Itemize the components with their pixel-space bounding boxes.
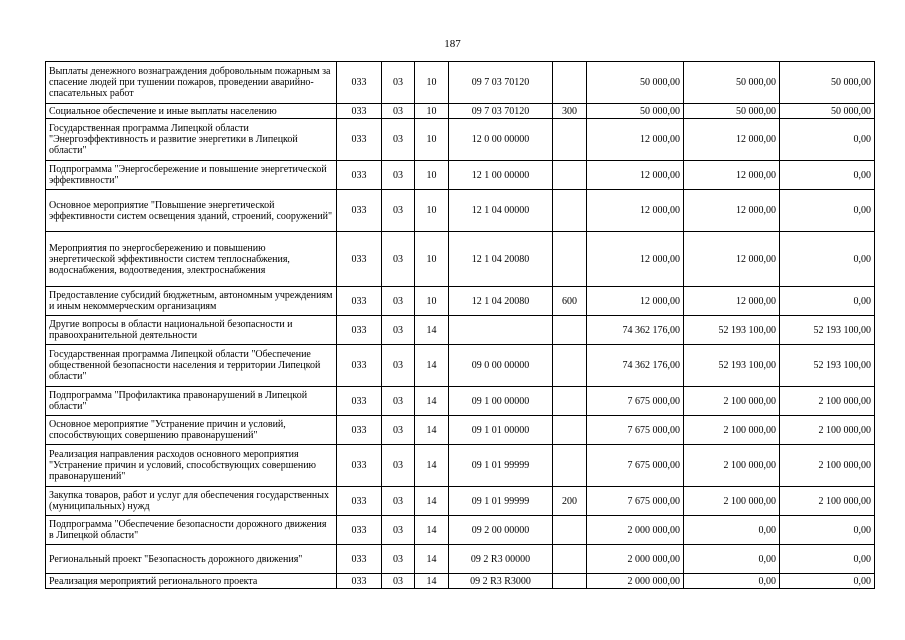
table-row [46,190,875,232]
amount-year-2: 50 000,00 [684,104,780,119]
ved-code: 033 [337,416,382,445]
section-code: 03 [382,316,415,345]
section-code: 03 [382,545,415,574]
target-article-code: 09 1 01 00000 [449,416,553,445]
ved-code: 033 [337,119,382,161]
row-name: Подпрограмма "Энергосбережение и повышение энергетической эффективности" [46,161,337,190]
ved-code: 033 [337,516,382,545]
table-row [46,487,875,516]
expense-type-code: 300 [553,104,587,119]
target-article-code [449,316,553,345]
section-code: 03 [382,516,415,545]
table-row [46,119,875,161]
target-article-code: 12 1 04 20080 [449,287,553,316]
target-article-code: 09 7 03 70120 [449,62,553,104]
target-article-code: 09 1 00 00000 [449,387,553,416]
target-article-code: 09 1 01 99999 [449,487,553,516]
expense-type-code [553,416,587,445]
amount-year-3: 2 100 000,00 [780,487,875,516]
ved-code: 033 [337,161,382,190]
section-code: 03 [382,416,415,445]
expense-type-code [553,190,587,232]
table-row [46,287,875,316]
amount-year-1: 50 000,00 [587,104,684,119]
expense-type-code [553,445,587,487]
expense-type-code [553,62,587,104]
amount-year-3: 0,00 [780,545,875,574]
amount-year-2: 12 000,00 [684,190,780,232]
amount-year-3: 52 193 100,00 [780,345,875,387]
ved-code: 033 [337,545,382,574]
table-row [46,416,875,445]
ved-code: 033 [337,345,382,387]
subsection-code: 14 [415,545,449,574]
amount-year-3: 0,00 [780,119,875,161]
row-name: Социальное обеспечение и иные выплаты населению [46,104,337,119]
subsection-code: 10 [415,62,449,104]
amount-year-1: 12 000,00 [587,287,684,316]
target-article-code: 09 1 01 99999 [449,445,553,487]
row-name: Мероприятия по энергосбережению и повышению энергетической эффективности систем теплоснабжения, водоснабжения, водоотведения, электроснабжения [46,232,337,287]
table-row [46,232,875,287]
amount-year-1: 12 000,00 [587,232,684,287]
section-code: 03 [382,387,415,416]
subsection-code: 14 [415,387,449,416]
row-name: Подпрограмма "Обеспечение безопасности дорожного движения в Липецкой области" [46,516,337,545]
amount-year-2: 52 193 100,00 [684,316,780,345]
target-article-code: 12 1 04 00000 [449,190,553,232]
row-name: Реализация мероприятий регионального проекта [46,574,337,589]
expense-type-code [553,545,587,574]
row-name: Выплаты денежного вознаграждения добровольным пожарным за спасение людей при тушении пожаров, проведении аварийно-спасательных работ [46,62,337,104]
amount-year-1: 7 675 000,00 [587,387,684,416]
section-code: 03 [382,345,415,387]
ved-code: 033 [337,62,382,104]
row-name: Региональный проект "Безопасность дорожного движения" [46,545,337,574]
amount-year-2: 12 000,00 [684,119,780,161]
ved-code: 033 [337,287,382,316]
amount-year-1: 7 675 000,00 [587,487,684,516]
section-code: 03 [382,161,415,190]
row-name: Основное мероприятие "Повышение энергетической эффективности систем освещения зданий, строений, сооружений" [46,190,337,232]
amount-year-1: 12 000,00 [587,119,684,161]
section-code: 03 [382,287,415,316]
amount-year-3: 2 100 000,00 [780,387,875,416]
section-code: 03 [382,574,415,589]
section-code: 03 [382,445,415,487]
subsection-code: 14 [415,345,449,387]
section-code: 03 [382,104,415,119]
amount-year-2: 12 000,00 [684,287,780,316]
page-number: 187 [444,38,461,50]
amount-year-3: 0,00 [780,161,875,190]
row-name: Основное мероприятие "Устранение причин и условий, способствующих совершению правонарушений" [46,416,337,445]
table-row [46,104,875,119]
amount-year-3: 50 000,00 [780,104,875,119]
table-row [46,545,875,574]
target-article-code: 09 2 R3 00000 [449,545,553,574]
amount-year-2: 2 100 000,00 [684,445,780,487]
ved-code: 033 [337,387,382,416]
amount-year-2: 0,00 [684,545,780,574]
expense-type-code [553,161,587,190]
amount-year-3: 50 000,00 [780,62,875,104]
subsection-code: 10 [415,161,449,190]
row-name: Подпрограмма "Профилактика правонарушений в Липецкой области" [46,387,337,416]
expense-type-code [553,516,587,545]
amount-year-2: 52 193 100,00 [684,345,780,387]
row-name: Реализация направления расходов основного мероприятия "Устранение причин и условий, способствующих совершению правонарушений" [46,445,337,487]
subsection-code: 10 [415,119,449,161]
target-article-code: 09 7 03 70120 [449,104,553,119]
amount-year-3: 0,00 [780,574,875,589]
amount-year-2: 12 000,00 [684,232,780,287]
table-row [46,345,875,387]
amount-year-2: 0,00 [684,516,780,545]
amount-year-2: 12 000,00 [684,161,780,190]
subsection-code: 14 [415,316,449,345]
table-row [46,62,875,104]
row-name: Другие вопросы в области национальной безопасности и правоохранительной деятельности [46,316,337,345]
amount-year-1: 50 000,00 [587,62,684,104]
subsection-code: 10 [415,287,449,316]
table-row [46,574,875,589]
row-name: Государственная программа Липецкой области "Обеспечение общественной безопасности населения и территории Липецкой области" [46,345,337,387]
target-article-code: 09 0 00 00000 [449,345,553,387]
expense-type-code: 600 [553,287,587,316]
subsection-code: 10 [415,190,449,232]
amount-year-1: 12 000,00 [587,161,684,190]
amount-year-3: 2 100 000,00 [780,445,875,487]
amount-year-2: 2 100 000,00 [684,487,780,516]
expense-type-code [553,316,587,345]
expense-type-code [553,232,587,287]
section-code: 03 [382,190,415,232]
section-code: 03 [382,487,415,516]
expense-type-code [553,345,587,387]
target-article-code: 12 0 00 00000 [449,119,553,161]
table-row [46,161,875,190]
amount-year-1: 74 362 176,00 [587,316,684,345]
amount-year-3: 0,00 [780,232,875,287]
ved-code: 033 [337,232,382,287]
table-row [46,516,875,545]
section-code: 03 [382,119,415,161]
target-article-code: 09 2 R3 R3000 [449,574,553,589]
target-article-code: 12 1 04 20080 [449,232,553,287]
ved-code: 033 [337,574,382,589]
expense-type-code [553,387,587,416]
amount-year-3: 0,00 [780,190,875,232]
amount-year-3: 0,00 [780,516,875,545]
amount-year-3: 2 100 000,00 [780,416,875,445]
amount-year-1: 2 000 000,00 [587,574,684,589]
expense-type-code [553,574,587,589]
amount-year-1: 7 675 000,00 [587,416,684,445]
subsection-code: 10 [415,232,449,287]
expense-type-code [553,119,587,161]
ved-code: 033 [337,445,382,487]
expense-type-code: 200 [553,487,587,516]
ved-code: 033 [337,316,382,345]
amount-year-1: 2 000 000,00 [587,516,684,545]
budget-table [45,61,875,589]
amount-year-2: 2 100 000,00 [684,416,780,445]
section-code: 03 [382,232,415,287]
amount-year-2: 2 100 000,00 [684,387,780,416]
amount-year-2: 0,00 [684,574,780,589]
target-article-code: 12 1 00 00000 [449,161,553,190]
row-name: Государственная программа Липецкой области "Энергоэффективность и развитие энергетики в Липецкой области" [46,119,337,161]
subsection-code: 14 [415,516,449,545]
subsection-code: 10 [415,104,449,119]
amount-year-2: 50 000,00 [684,62,780,104]
amount-year-1: 74 362 176,00 [587,345,684,387]
row-name: Закупка товаров, работ и услуг для обеспечения государственных (муниципальных) нужд [46,487,337,516]
row-name: Предоставление субсидий бюджетным, автономным учреждениям и иным некоммерческим организациям [46,287,337,316]
table-row [46,445,875,487]
amount-year-1: 7 675 000,00 [587,445,684,487]
target-article-code: 09 2 00 00000 [449,516,553,545]
ved-code: 033 [337,104,382,119]
amount-year-3: 52 193 100,00 [780,316,875,345]
subsection-code: 14 [415,445,449,487]
section-code: 03 [382,62,415,104]
subsection-code: 14 [415,574,449,589]
table-row [46,316,875,345]
ved-code: 033 [337,487,382,516]
subsection-code: 14 [415,416,449,445]
subsection-code: 14 [415,487,449,516]
amount-year-3: 0,00 [780,287,875,316]
amount-year-1: 12 000,00 [587,190,684,232]
amount-year-1: 2 000 000,00 [587,545,684,574]
ved-code: 033 [337,190,382,232]
table-row [46,387,875,416]
